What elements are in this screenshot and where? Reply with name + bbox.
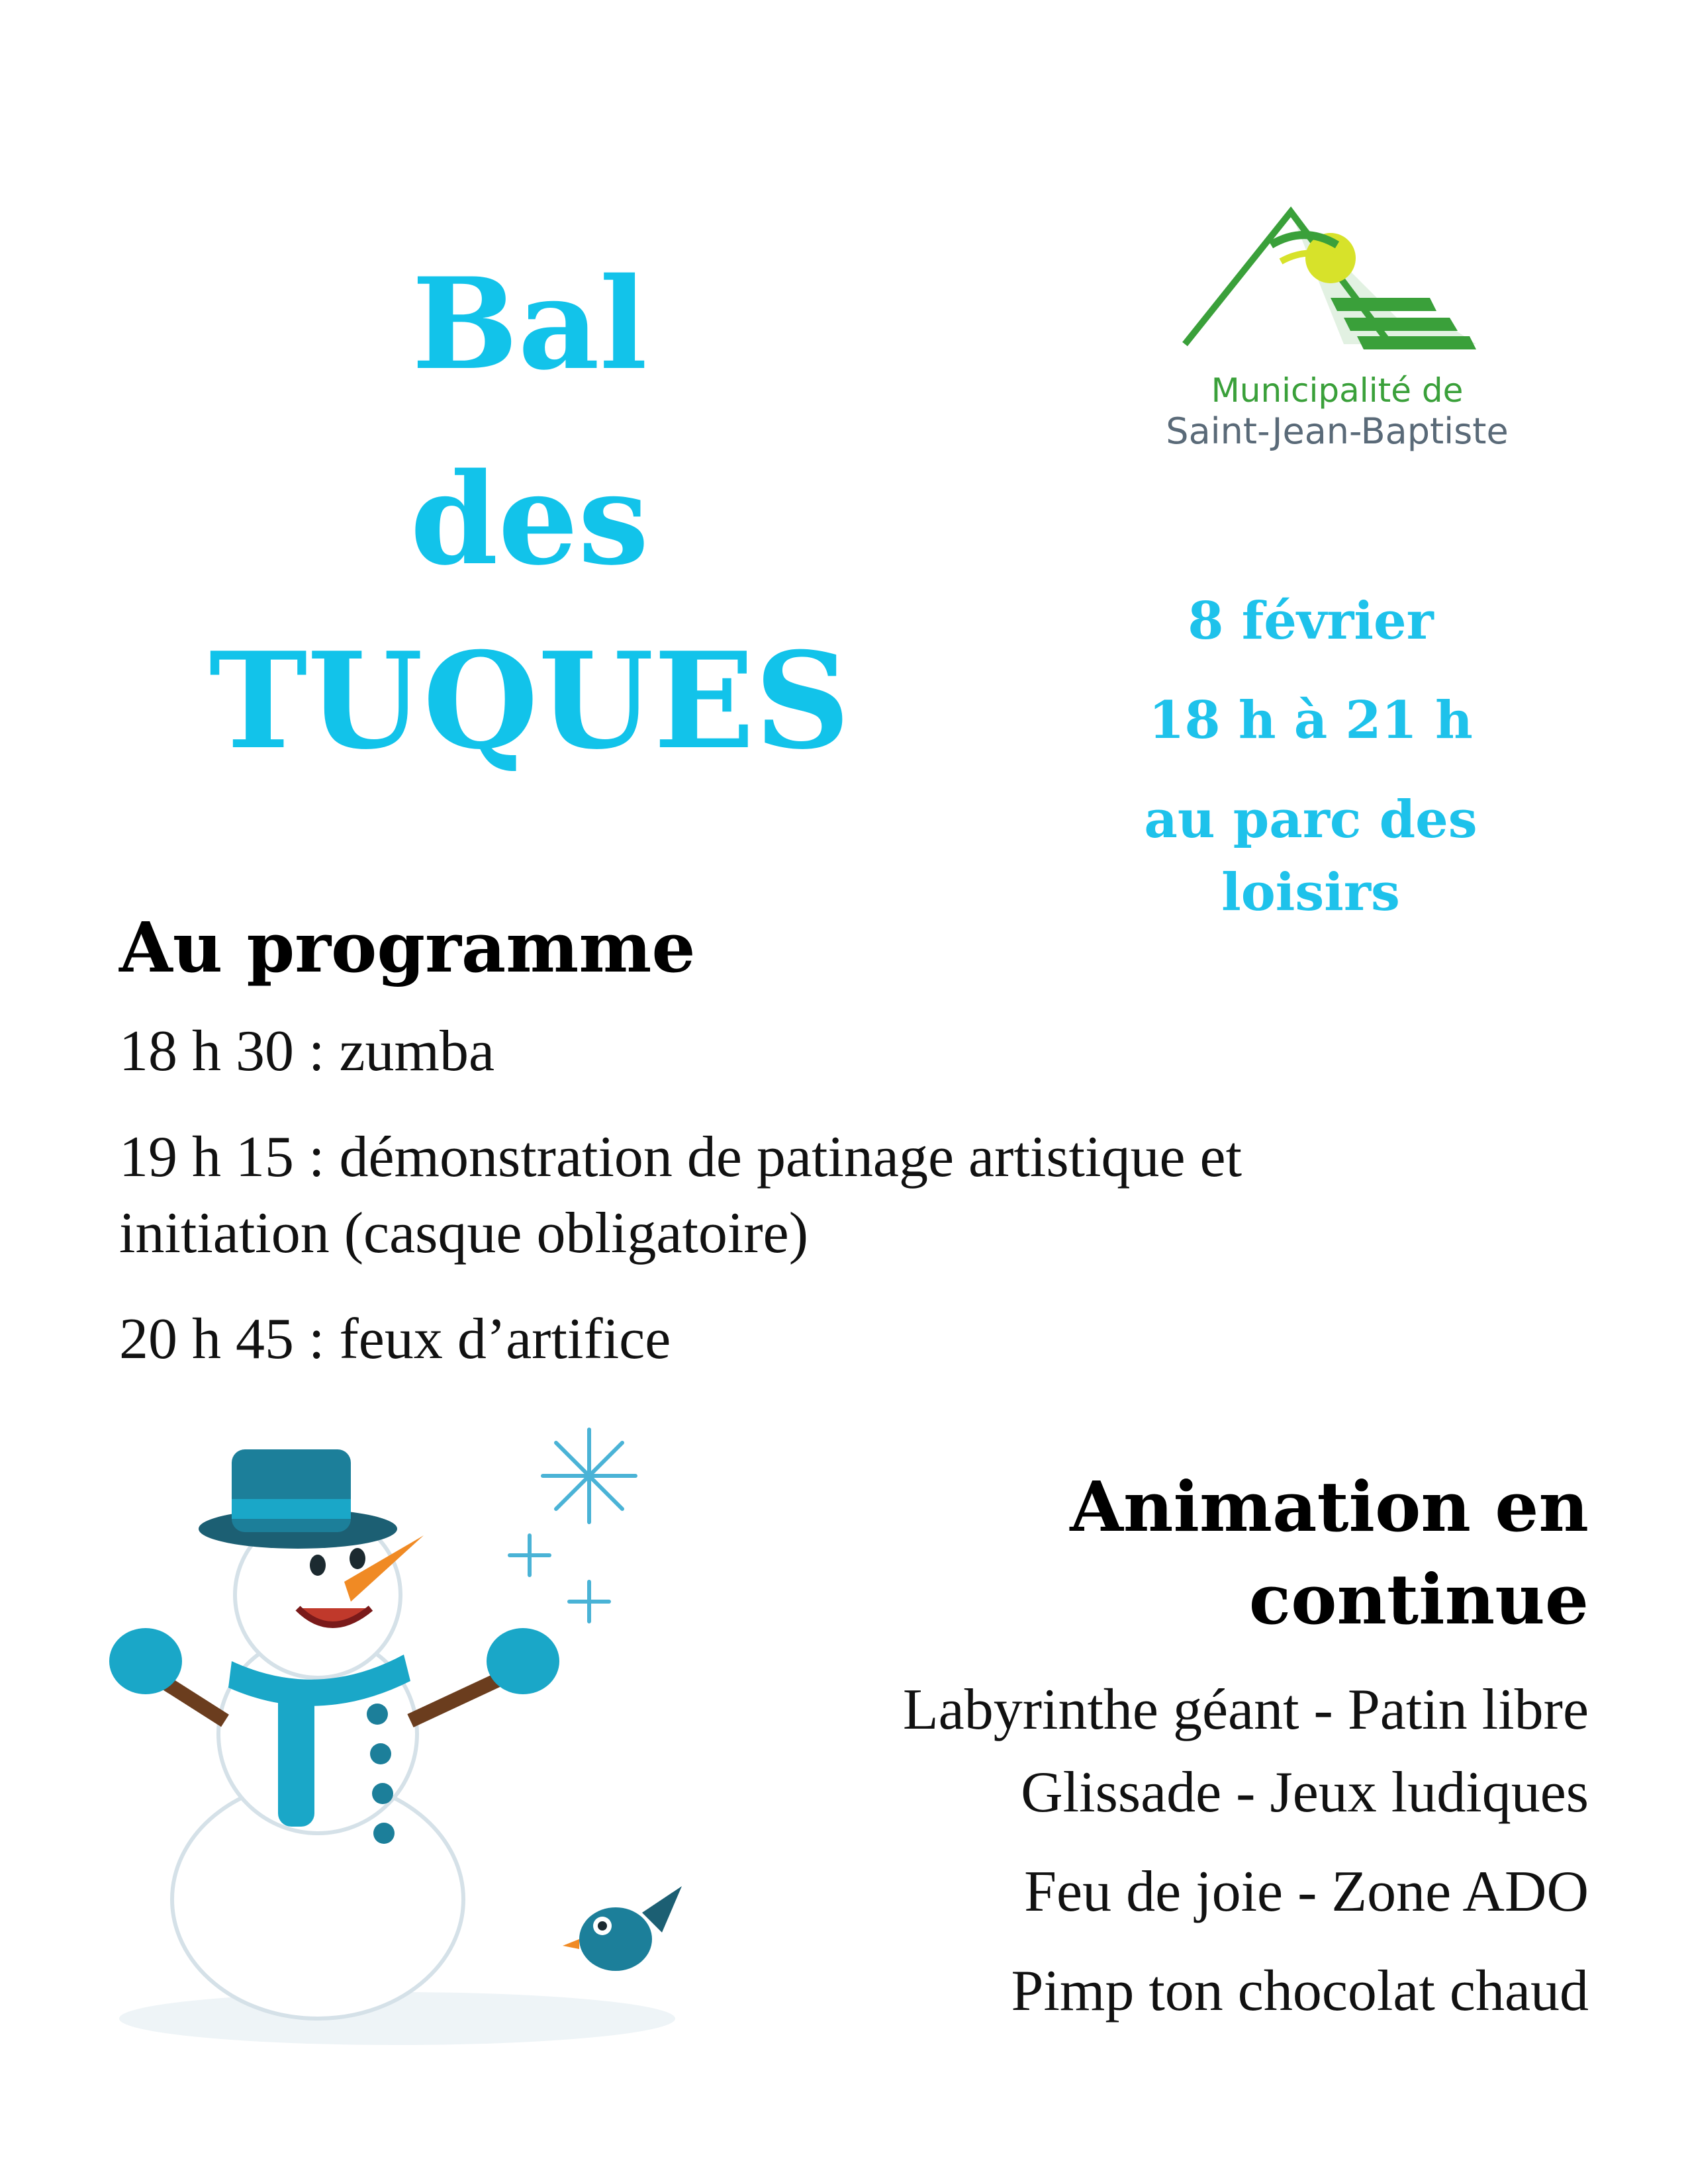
event-place-line-2: loisirs [1221,862,1400,923]
program-item-2-cont: initiation (casque obligatoire) [119,1201,809,1265]
program-item-sep: : [294,1125,340,1189]
program-item-sep: : [294,1307,340,1371]
snowman-illustration-icon [99,1423,728,2052]
title-line-3: TUQUES [209,623,851,779]
program-item-1 [119,1019,495,1083]
event-place-line-1: au parc des [1144,790,1477,850]
program-item-time: 20 h 45 [119,1307,294,1371]
program-item-text: feux d’artifice [339,1307,671,1371]
program-item-text: zumba [339,1019,495,1083]
logo-line-2: Saint-Jean-Baptiste [1166,410,1509,452]
program-item-2 [119,1125,1243,1189]
animation-item: Feu de joie - Zone ADO [1024,1860,1589,1924]
animation-heading-line-1: Animation en [1070,1466,1589,1547]
title-line-1: Bal [412,250,647,398]
event-date: 8 février [1188,591,1434,651]
program-heading: Au programme [119,907,696,988]
program-item-time: 19 h 15 [119,1125,294,1189]
logo-line-1: Municipalité de [1211,371,1464,410]
animation-heading-line-2: continue [1248,1559,1589,1640]
program-item-text: démonstration de patinage artistique et [339,1125,1243,1189]
program-item-time: 18 h 30 [119,1019,294,1083]
event-time: 18 h à 21 h [1149,690,1473,751]
animation-item: Pimp ton chocolat chaud [1011,1959,1589,2023]
program-item-3 [119,1307,671,1371]
program-item-sep: : [294,1019,340,1083]
mountain-sun-logo-icon [1172,199,1503,357]
animation-item: Glissade - Jeux ludiques [1021,1760,1589,1825]
title-line-2: des [410,445,649,593]
animation-item: Labyrinthe géant - Patin libre [902,1678,1589,1742]
